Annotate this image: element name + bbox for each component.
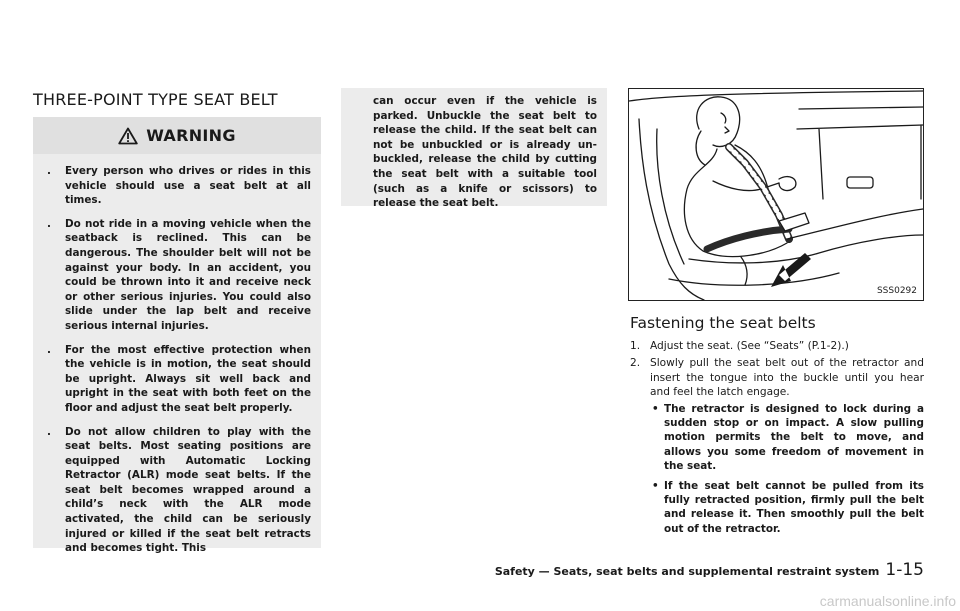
step-item: [630, 356, 924, 536]
warning-title: WARNING: [146, 126, 236, 145]
hand-outline: [779, 177, 796, 191]
warning-triangle-icon: [118, 127, 138, 145]
step-bullet-item: [650, 402, 924, 474]
page-footer: [495, 560, 924, 580]
bullet-glyph: .: [47, 343, 51, 356]
figure-code: SSS0292: [876, 286, 917, 296]
shoulder-belt: [729, 147, 789, 239]
hair-outline: [696, 131, 705, 165]
step-item: [630, 339, 924, 353]
seat-base-line: [669, 273, 839, 285]
step-number: 1.: [630, 340, 641, 352]
warning-item-text: Do not ride in a moving vehicle when the seatback is reclined. This can be dangerous. The shoulder belt will not be against your body. In an accident, you could be thrown into it and receive neck or other serious injuries. You could also slide under the lap belt and receive serious internal injuries.: [65, 217, 311, 332]
footer-text: Safety — Seats, seat belts and supplemental restraint system: [494, 565, 880, 578]
bullet-dot-icon: •: [652, 402, 659, 415]
door-handle: [847, 177, 873, 188]
step-bullets: [650, 402, 924, 537]
step-text: Adjust the seat. (See “Seats” (P.1-2).): [650, 340, 849, 352]
step-bullet-text: The retractor is designed to lock during a sudden stop or on impact. A slow pulling motion permits the belt to move, and allows you some freedom of movement in the seat.: [664, 402, 924, 473]
subsection-title: Fastening the seat belts: [630, 314, 816, 332]
bullet-glyph: .: [47, 165, 51, 177]
warning-list: [33, 154, 321, 556]
seat-belt-drawing: [629, 89, 923, 300]
seatback-outline: [639, 119, 704, 300]
seatback-inner-line: [657, 129, 684, 264]
warning-item-text: For the most effective protection when the vehicle is in motion, the seat should be upright. Always sit well back and upright in the seat with both feet on the floor and adjust the seat belt properly.: [65, 343, 311, 414]
section-title: THREE-POINT TYPE SEAT BELT: [33, 90, 278, 109]
warning-header: [33, 117, 321, 154]
bullet-glyph: .: [47, 217, 51, 230]
bullet-dot-icon: •: [652, 479, 659, 492]
steps-list: [630, 339, 924, 541]
lap-belt: [707, 229, 789, 249]
warning-item: [47, 164, 311, 208]
warning-item-text: Every person who drives or rides in this vehicle should use a seat belt at all times.: [65, 165, 311, 207]
warning-item: [47, 425, 311, 556]
warning-continuation-box: [341, 88, 607, 210]
seat-belt-illustration: [628, 88, 924, 301]
warning-continuation-text: can occur even if the vehicle is parked. Unbuckle the seat belt to release the child. If the seat belt can not be unbuckled or is already un-buckled, release the child by cutting the seat belt with a suitable tool (such as a knife or scissors) to release the seat belt.: [373, 95, 597, 210]
door-frame: [797, 107, 923, 199]
step-number: 2.: [630, 357, 641, 370]
warning-item: [47, 343, 311, 416]
step-text: Slowly pull the seat belt out of the retractor and insert the tongue into the buckle until you hear and feel the latch engage.: [650, 357, 924, 399]
page-number: 1-15: [885, 560, 924, 580]
step-bullet-item: [650, 479, 924, 537]
roof-line: [629, 91, 923, 101]
face-outline: [721, 113, 729, 133]
bullet-glyph: .: [47, 425, 51, 438]
arm-outline: [713, 181, 779, 191]
warning-box: [33, 117, 321, 555]
buckle-stalk: [741, 257, 747, 285]
head-outline: [697, 97, 740, 147]
warning-item: [47, 217, 311, 334]
step-bullet-text: If the seat belt cannot be pulled from its fully retracted position, firmly pull the belt and release it. Then smoothly pull the belt out of the retractor.: [664, 479, 924, 535]
watermark: carmanualsonline.info: [819, 593, 956, 609]
warning-item-text: Do not allow children to play with the seat belts. Most seating positions are equipped with Automatic Locking Retractor (ALR) mode seat belts. If the seat belt becomes wrapped around a child’s neck with the ALR mode activated, the child can be seriously injured or killed if the seat belt retracts and becomes tight. This: [65, 425, 311, 555]
